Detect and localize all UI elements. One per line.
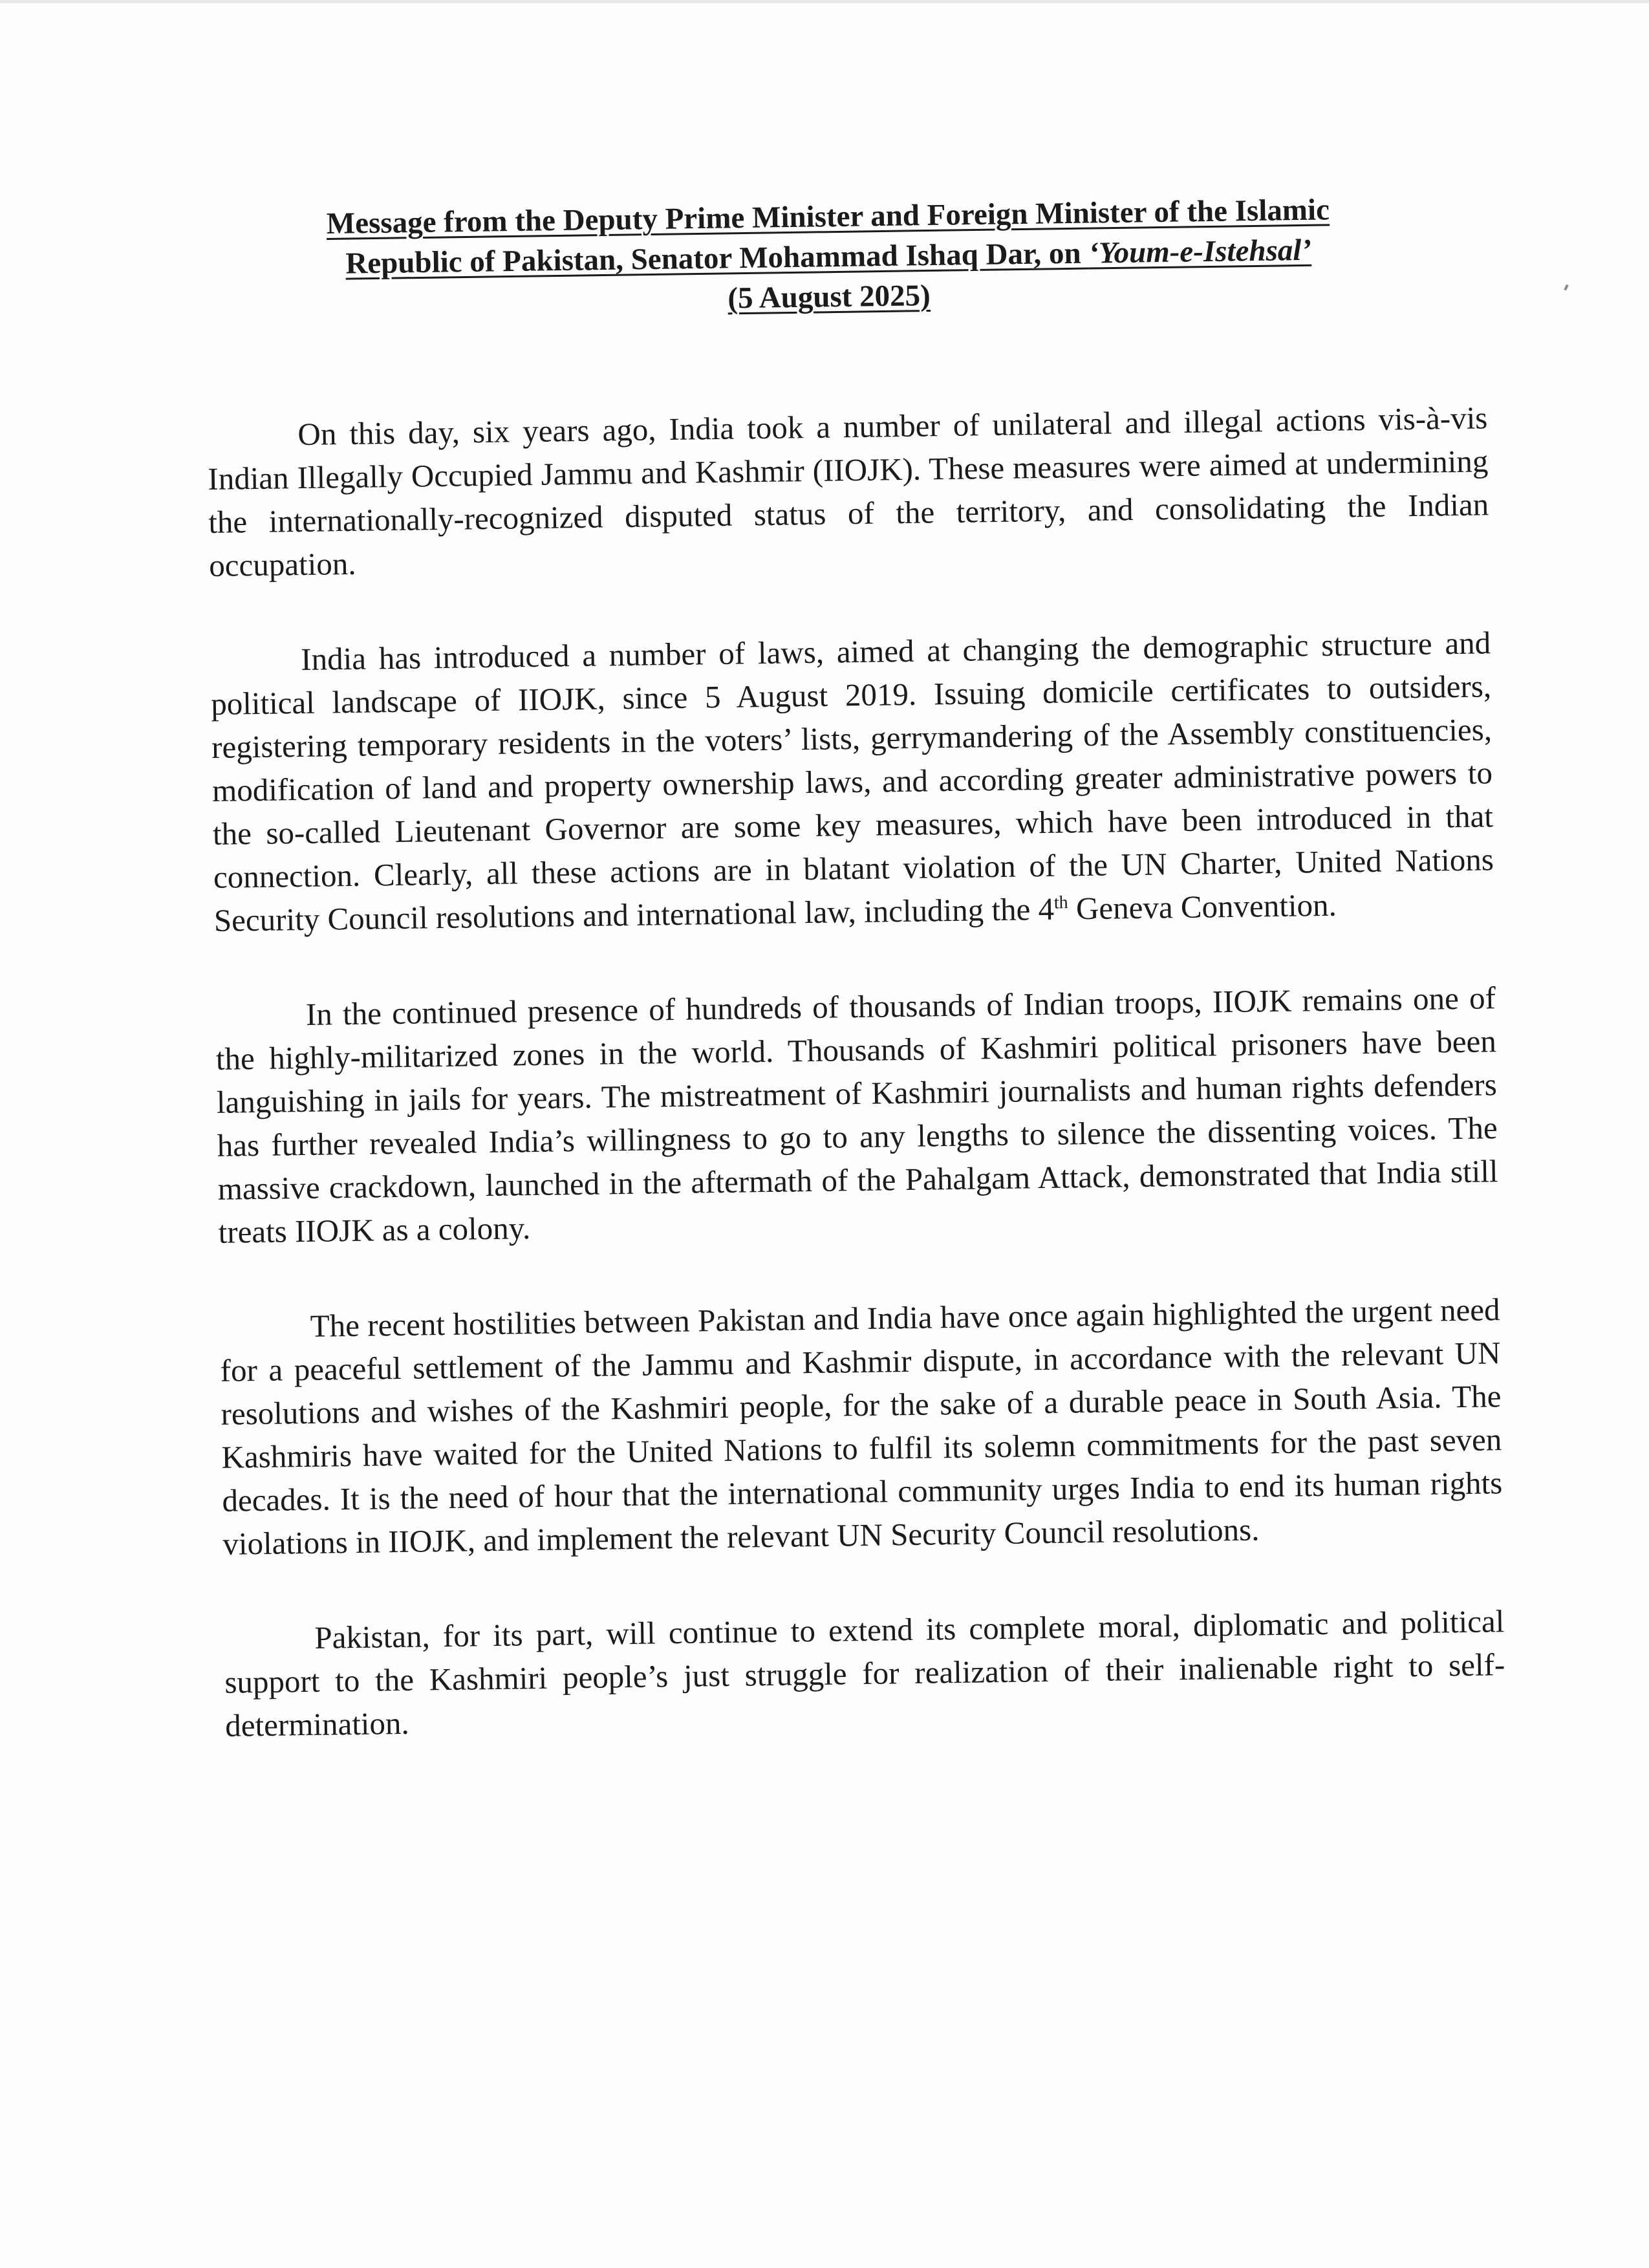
- paragraph-5: Pakistan, for its part, will continue to extend its complete moral, diplomatic and political support to the Kashmiri people’s just struggle for realization of their inalienable right to self-determination.: [224, 1603, 1505, 1744]
- scan-speck: [1564, 285, 1568, 291]
- paragraph-2-text: India has introduced a number of laws, aimed at changing the demographic structure and political landscape of IIOJK, since 5 August 2019. Issuing domicile certificates to outsiders, registering temporary residents in the voters’ lists, gerrymandering of the Assembly constituencies, modification of land and property ownership laws, and according greater administrative powers to the so-called Lieutenant Governor are some key measures, which have been introduced in that connection. Clearly, all these actions are in blatant violation of the UN Charter, United Nations Security Council resolutions and international law, including the 4: [210, 625, 1494, 938]
- scan-top-edge: [0, 0, 1649, 3]
- paragraph-1: On this day, six years ago, India took a number of unilateral and illegal actions vis-à-vis Indian Illegally Occupied Jammu and Kashmir (IIOJK). These measures were aimed at undermining the internationally-recognized disputed status of the territory, and consolidating the Indian occupation.: [208, 400, 1489, 583]
- message-body: [207, 396, 1507, 1798]
- heading-date: (5 August 2025): [727, 278, 931, 316]
- heading-line-1: Message from the Deputy Prime Minister and Foreign Minister of the Islamic: [326, 193, 1330, 241]
- heading-occasion-name: ‘Youm-e-Istehsal’: [1088, 233, 1312, 270]
- paragraph-2: [210, 621, 1494, 942]
- paragraph-3: In the continued presence of hundreds of thousands of Indian troops, IIOJK remains one of the highly-militarized zones in the world. Thousands of Kashmiri political prisoners have been languishing in jails for years. The mistreatment of Kashmiri journalists and human rights defenders has further revealed India’s willingness to go to any lengths to silence the dissenting voices. The massive crackdown, launched in the aftermath of the Pahalgam Attack, demonstrated that India still treats IIOJK as a colony.: [215, 980, 1498, 1250]
- message-heading: [188, 188, 1469, 326]
- ordinal-superscript: th: [1053, 892, 1068, 913]
- heading-line-2-text: Republic of Pakistan, Senator Mohammad Ishaq Dar, on: [345, 236, 1089, 281]
- paragraph-4: The recent hostilities between Pakistan and India have once again highlighted the urgent need for a peaceful settlement of the Jammu and Kashmir dispute, in accordance with the relevant UN resolutions and wishes of the Kashmiri people, for the sake of a durable peace in South Asia. The Kashmiris have waited for the United Nations to fulfil its solemn commitments for the past seven decades. It is the need of hour that the international community urges India to end its human rights violations in IIOJK, and implement the relevant UN Security Council resolutions.: [220, 1291, 1503, 1562]
- paragraph-2-tail: Geneva Convention.: [1068, 887, 1337, 927]
